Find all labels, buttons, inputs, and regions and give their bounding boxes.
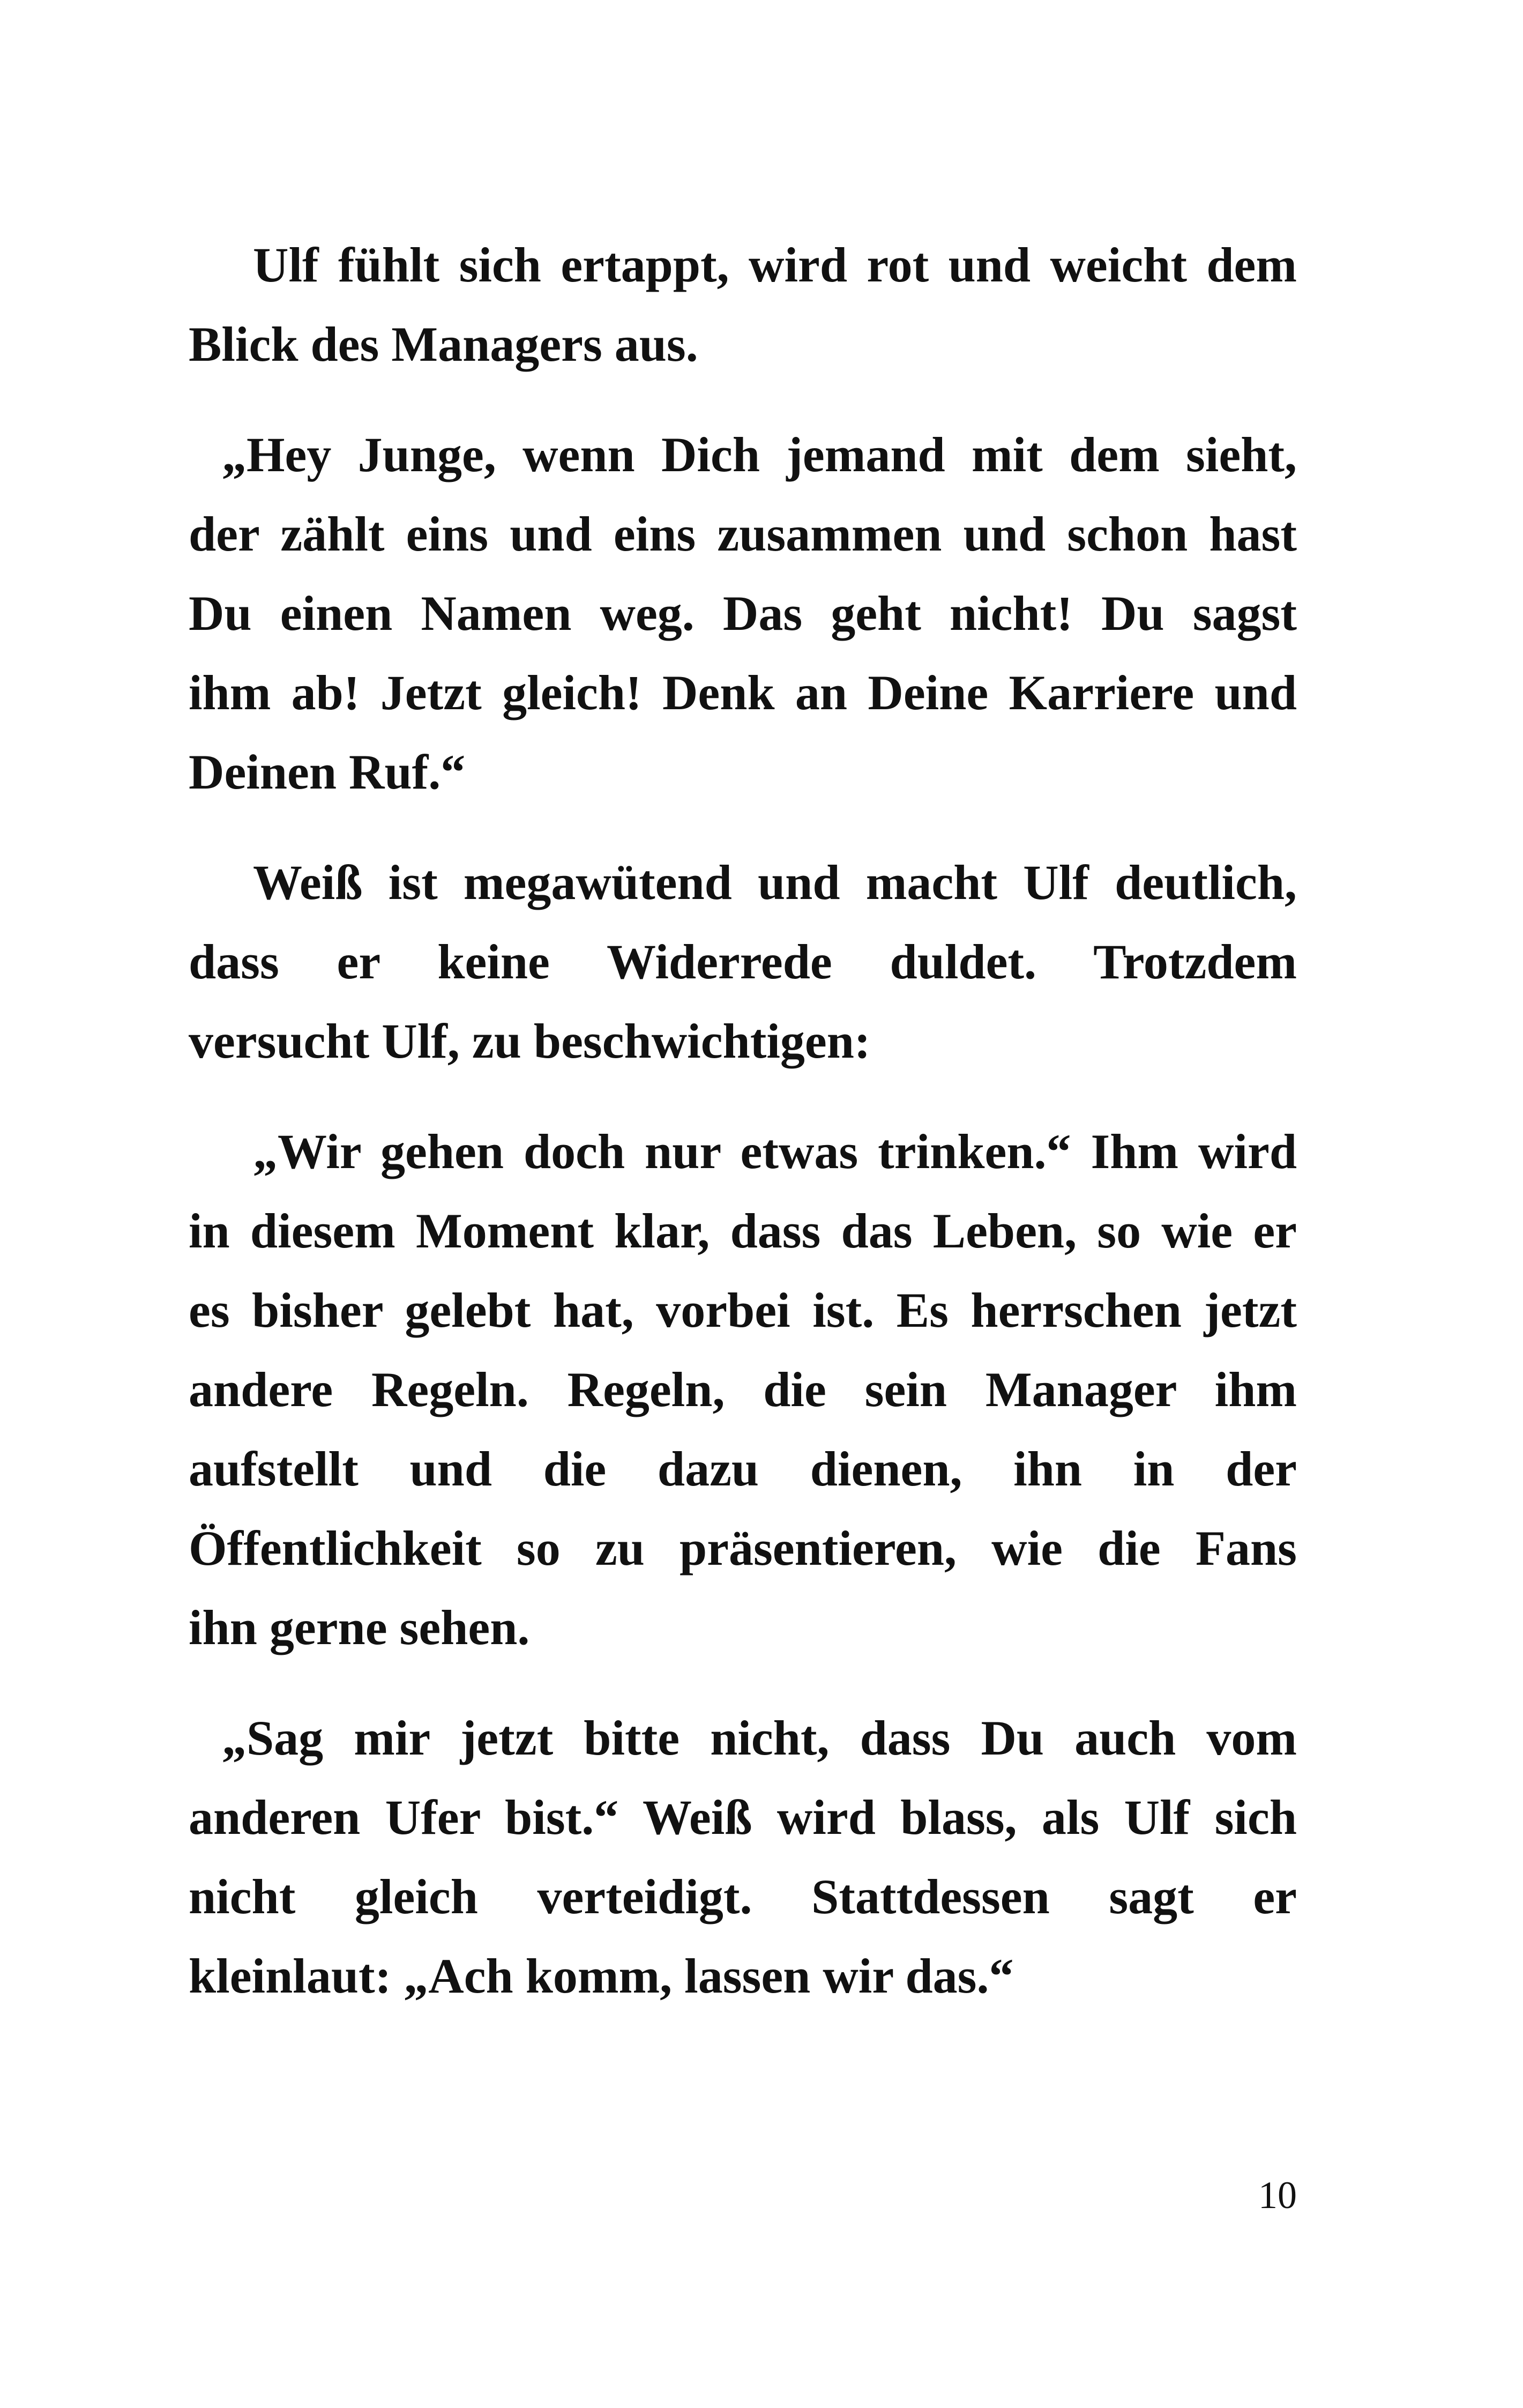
paragraph	[189, 225, 1297, 384]
text-line: andere Regeln. Regeln, die sein Manager ihm	[189, 1362, 1297, 1417]
paragraph	[189, 1698, 1297, 2016]
paragraph	[189, 415, 1297, 812]
text-line: „Hey Junge, wenn Dich jemand mit dem sieht,	[222, 427, 1297, 482]
text-line: der zählt eins und eins zusammen und schon hast	[189, 507, 1297, 561]
text-line: dass er keine Widerrede duldet. Trotzdem	[189, 934, 1297, 989]
text-line: Deinen Ruf.“	[189, 745, 466, 799]
page-number: 10	[1258, 2174, 1297, 2217]
text-line: „Wir gehen doch nur etwas trinken.“ Ihm wird	[253, 1124, 1297, 1179]
text-line: nicht gleich verteidigt. Stattdessen sagt er	[189, 1869, 1297, 1924]
text-line: es bisher gelebt hat, vorbei ist. Es herrschen jetzt	[189, 1283, 1297, 1337]
text-line: versucht Ulf, zu beschwichtigen:	[189, 1014, 871, 1068]
text-line: ihn gerne sehen.	[189, 1600, 530, 1655]
text-line: aufstellt und die dazu dienen, ihn in der	[189, 1441, 1297, 1496]
text-line: ihm ab! Jetzt gleich! Denk an Deine Karriere und	[189, 665, 1297, 720]
text-line: Du einen Namen weg. Das geht nicht! Du sagst	[189, 586, 1297, 641]
text-body	[189, 225, 1297, 2016]
text-line: kleinlaut: „Ach komm, lassen wir das.“	[189, 1949, 1014, 2003]
text-line: in diesem Moment klar, dass das Leben, so wie er	[189, 1203, 1297, 1258]
text-line: Blick des Managers aus.	[189, 317, 698, 371]
text-line: anderen Ufer bist.“ Weiß wird blass, als Ulf sich	[189, 1790, 1297, 1845]
paragraph	[189, 843, 1297, 1081]
text-line: „Sag mir jetzt bitte nicht, dass Du auch vom	[222, 1711, 1297, 1765]
paragraph	[189, 1112, 1297, 1667]
text-line: Öffentlichkeit so zu präsentieren, wie die Fans	[189, 1521, 1297, 1575]
text-line: Weiß ist megawütend und macht Ulf deutlich,	[253, 855, 1297, 910]
text-line: Ulf fühlt sich ertappt, wird rot und weicht dem	[253, 237, 1297, 292]
